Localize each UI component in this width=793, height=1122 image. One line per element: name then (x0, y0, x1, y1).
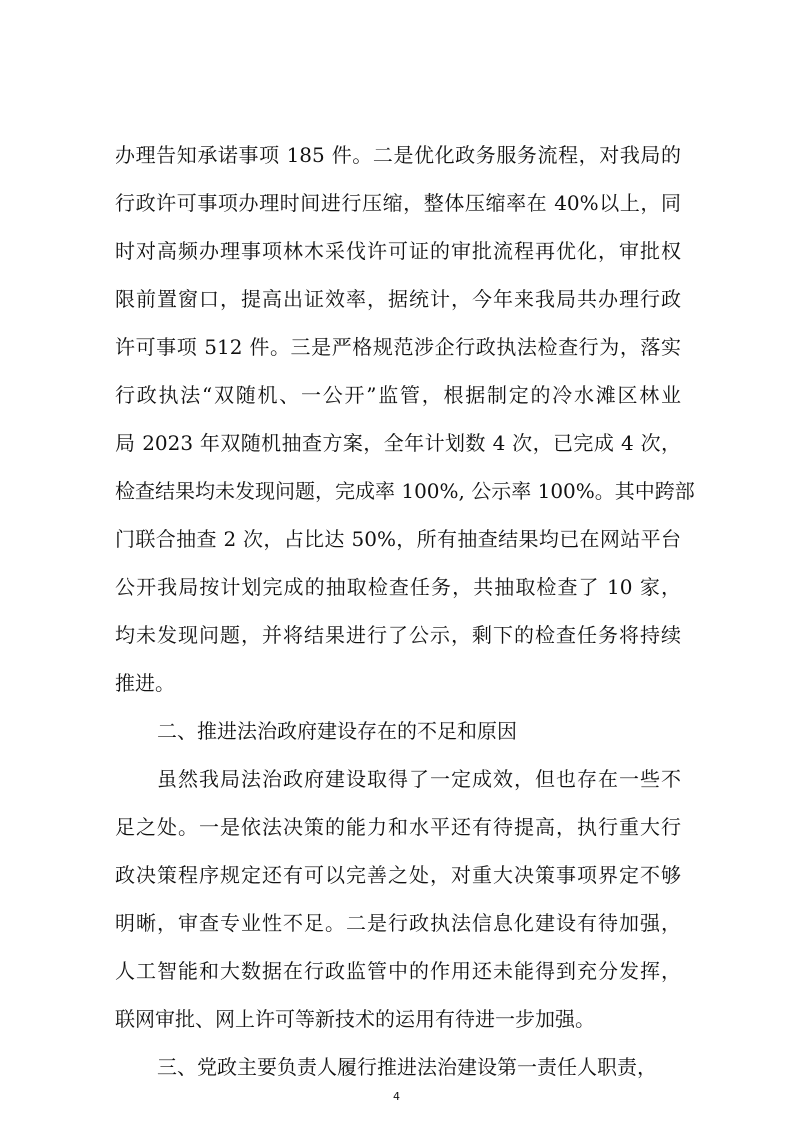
page-number: 4 (393, 1090, 400, 1103)
text-line: 行政许可事项办理时间进行压缩，整体压缩率在 40%以上，同 (115, 191, 681, 215)
text-line: 明晰，审查专业性不足。二是行政执法信息化建设有待加强， (115, 911, 681, 935)
text-line: 检查结果均未发现问题，完成率 100%, 公示率 100%。其中跨部 (115, 479, 695, 503)
text-line: 时对高频办理事项林木采伐许可证的审批流程再优化，审批权 (115, 239, 681, 263)
text-line: 人工智能和大数据在行政监管中的作用还未能得到充分发挥， (115, 959, 681, 983)
text-line: 门联合抽查 2 次，占比达 50%，所有抽查结果均已在网站平台 (115, 527, 681, 551)
text-line: 推进。 (115, 671, 175, 695)
text-line: 限前置窗口，提高出证效率，据统计，今年来我局共办理行政 (115, 287, 681, 311)
text-line: 局 2023 年双随机抽查方案，全年计划数 4 次，已完成 4 次， (115, 431, 681, 455)
text-line: 公开我局按计划完成的抽取检查任务，共抽取检查了 10 家， (115, 575, 681, 599)
text-line: 行政执法“双随机、一公开”监管，根据制定的冷水滩区林业 (115, 383, 681, 407)
text-line: 联网审批、网上许可等新技术的运用有待进一步加强。 (115, 1007, 595, 1031)
text-line: 均未发现问题，并将结果进行了公示，剩下的检查任务将持续 (115, 623, 681, 647)
text-line: 办理告知承诺事项 185 件。二是优化政务服务流程，对我局的 (115, 143, 681, 167)
section-heading-3: 三、党政主要负责人履行推进法治建设第一责任人职责， (157, 1055, 657, 1079)
section-heading-2: 二、推进法治政府建设存在的不足和原因 (157, 719, 517, 743)
text-line: 足之处。一是依法决策的能力和水平还有待提高，执行重大行 (115, 815, 681, 839)
text-line: 政决策程序规定还有可以完善之处，对重大决策事项界定不够 (115, 863, 681, 887)
text-line: 虽然我局法治政府建设取得了一定成效，但也存在一些不 (157, 767, 681, 791)
text-line: 许可事项 512 件。三是严格规范涉企行政执法检查行为，落实 (115, 335, 681, 359)
